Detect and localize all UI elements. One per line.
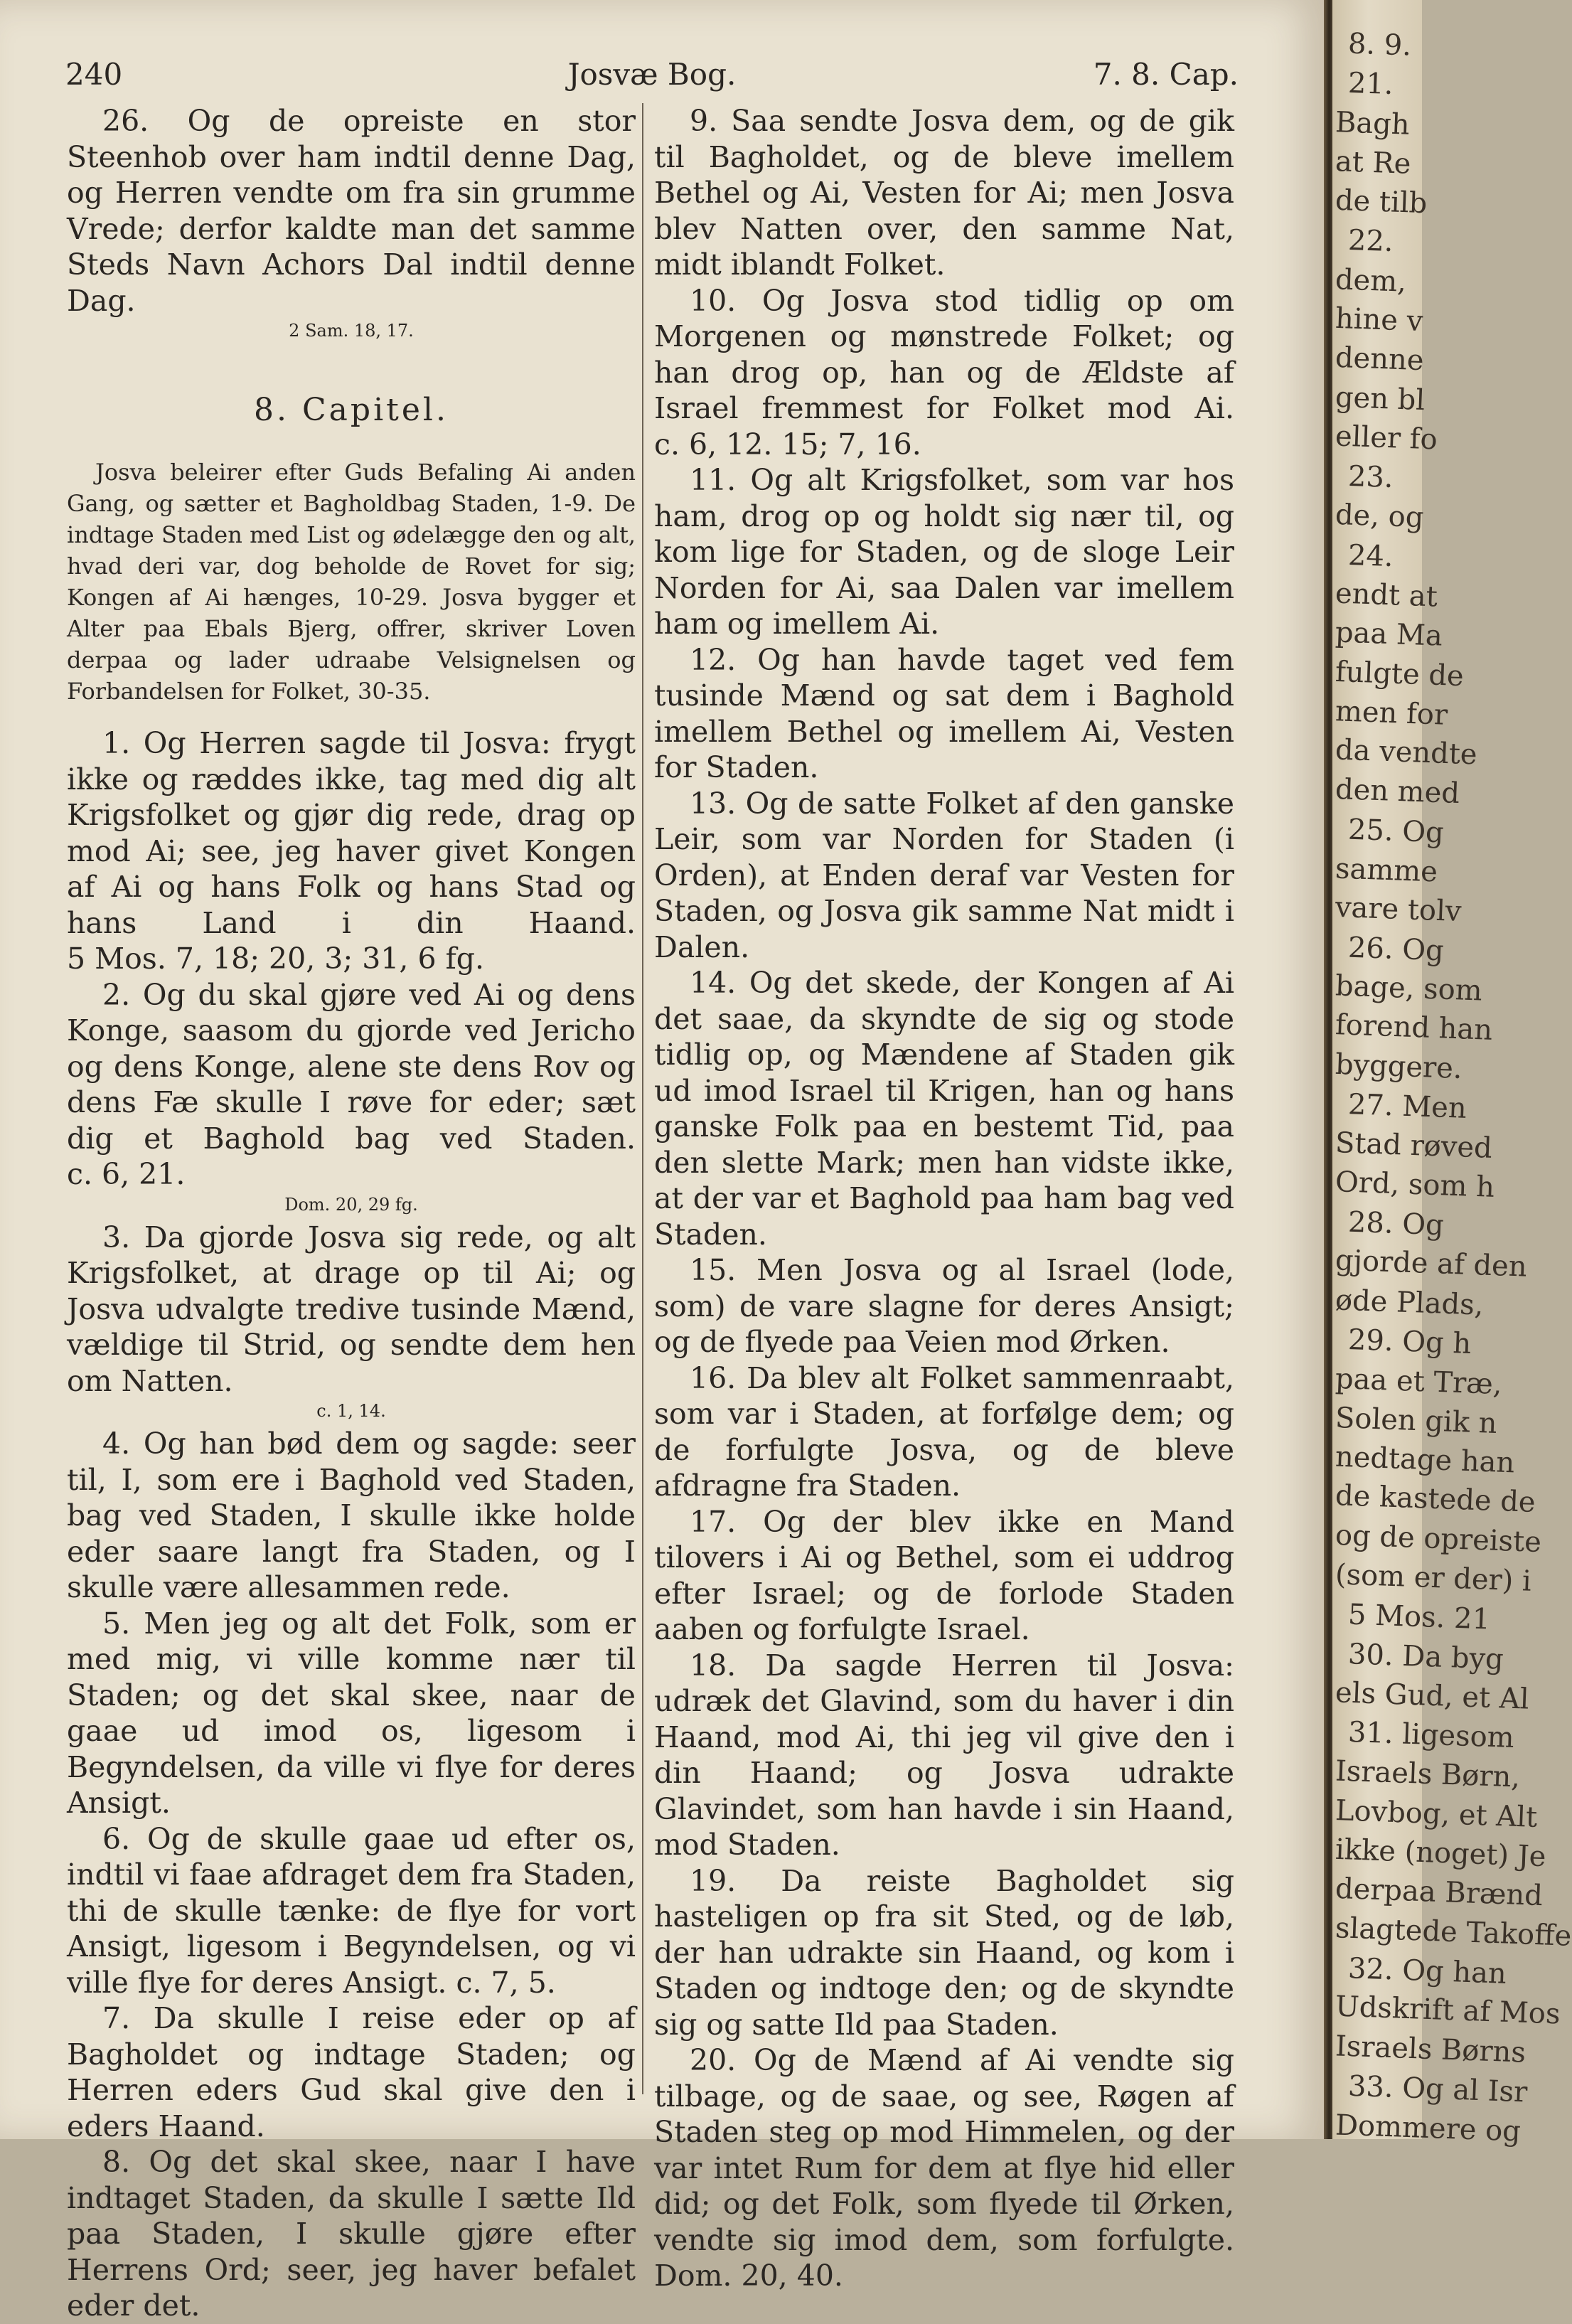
verse-20: 20. Og de Mænd af Ai vendte sig tilbage, og de saae, og see, Røgen af Staden steg op mod Himmelen, og der var intet Rum for dem at flye hid eller did; og det Folk, som flyede til Ørken, vendte sig imod dem, som forfulgte. Dom. 20, 40. — [654, 2043, 1234, 2293]
facing-page-fragment: 27. Men — [1347, 1088, 1467, 1125]
cross-reference: c. 6, 21. — [67, 1157, 186, 1191]
facing-page-fragment: at Re — [1335, 145, 1412, 181]
facing-page-fragment: 8. 9. — [1347, 27, 1412, 63]
facing-page-fragment: 23. — [1347, 459, 1394, 495]
facing-page-fragment: samme — [1335, 852, 1438, 889]
verse-6: 6. Og de skulle gaae ud efter os, indtil vi faae afdraget dem fra Staden, thi de skulle tænke: de flye for vort Ansigt, ligesom i Begyndelsen, og vi ville flye for deres Ansigt. c. 7, 5. — [67, 1821, 636, 2000]
facing-page-fragment: (som er der) i — [1335, 1558, 1532, 1598]
chapter-heading: 8. Capitel. — [254, 392, 449, 428]
facing-page-fragment: øde Plads, — [1335, 1284, 1485, 1322]
facing-page-fragment: den med — [1335, 772, 1460, 811]
verse-14: 14. Og det skede, der Kongen af Ai det saae, da skyndte de sig og stode tidlig op, og Mændene af Staden gik ud imod Israel til Krigen, han og hans ganske Folk paa en bestemt Tid, paa den slette Mark; men han vidste ikke, at der var et Baghold paa ham bag ved Staden. — [654, 966, 1234, 1252]
facing-page-fragment: paa et Træ, — [1335, 1362, 1503, 1402]
facing-page-fragment: Dommere og — [1335, 2109, 1522, 2148]
chapter-range: 7. 8. Cap. — [1093, 57, 1239, 92]
facing-page-fragment: hine v — [1335, 302, 1424, 339]
page-header — [65, 57, 1239, 100]
facing-page-fragment: Ord, som h — [1335, 1166, 1495, 1204]
facing-page-fragment: dem, — [1335, 263, 1407, 299]
verse-16: 16. Da blev alt Folket sammenraabt, som var i Staden, at forfølge dem; og de forfulgte Josva, og de bleve afdragne fra Staden. — [654, 1360, 1234, 1503]
cross-reference: 2 Sam. 18, 17. — [289, 321, 414, 341]
facing-page-fragment: 5 Mos. 21 — [1347, 1598, 1491, 1636]
facing-page-fragment: eller fo — [1335, 420, 1438, 457]
verse-18: 18. Da sagde Herren til Josva: udræk det Glavind, som du haver i din Haand, mod Ai, thi jeg vil give den i din Haand; og Josva udrakte Glavindet, som han havde i sin Haand, mod Staden. — [654, 1648, 1234, 1862]
verse-1: 1. Og Herren sagde til Josva: frygt ikke og ræddes ikke, tag med dig alt Krigsfolket og gjør dig rede, drag op mod Ai; see, jeg haver givet Kongen af Ai og hans Folk og hans Stad og hans Land i din Haand. 5 Mos. 7, 18; 20, 3; 31, 6 fg. — [67, 726, 636, 976]
cross-reference: Dom. 20, 29 fg. — [284, 1194, 418, 1215]
verse-13: 13. Og de satte Folket af den ganske Leir, som var Norden for Staden (i Orden), at Enden deraf var Vesten for Staden, og Josva gik samme Nat midt i Dalen. — [654, 786, 1234, 964]
facing-page-fragment: de tilb — [1335, 183, 1428, 220]
cross-reference: c. 7, 5. — [456, 1965, 556, 2000]
facing-page-fragment: da vendte — [1335, 733, 1478, 772]
facing-page-fragment: Lovbog, et Alt — [1335, 1794, 1538, 1834]
facing-page-fragment: 24. — [1347, 538, 1394, 574]
facing-page-fragment: 21. — [1347, 66, 1394, 102]
facing-page-fragment: 22. — [1347, 223, 1394, 259]
verse-15: 15. Men Josva og al Israel (lode, som) de vare slagne for deres Ansigt; og de flyede paa Veien mod Ørken. — [654, 1253, 1234, 1359]
book-gutter — [1324, 0, 1332, 2139]
facing-page-fragment: Israels Børns — [1335, 2030, 1526, 2069]
facing-page-fragment: ikke (noget) Je — [1335, 1833, 1547, 1874]
cross-reference: c. 1, 14. — [316, 1401, 386, 1421]
facing-page-fragment: Bagh — [1335, 106, 1411, 142]
facing-page-fragment: derpaa Brænd — [1335, 1872, 1544, 1913]
verse-17: 17. Og der blev ikke en Mand tilovers i Ai og Bethel, som ei uddrog efter Israel; og de forlode Staden aaben og forfulgte Israel. — [654, 1504, 1234, 1646]
facing-page-fragment: gjorde af den — [1335, 1244, 1528, 1284]
facing-page-fragment: 26. Og — [1347, 931, 1445, 968]
facing-page-fragment: Israels Børn, — [1335, 1754, 1521, 1794]
facing-page-fragment: og de opreiste — [1335, 1518, 1542, 1560]
verse-7-26: 26. Og de opreiste en stor Steenhob over ham indtil denne Dag, og Herren vendte om fra sin grumme Vrede; derfor kaldte man det samme Steds Navn Achors Dal indtil denne Dag. — [67, 104, 636, 318]
verse-10: 10. Og Josva stod tidlig op om Morgenen og mønstrede Folket; og han drog op, han og de Ældste af Israel fremmest for Folket mod Ai. c. 6, 12. 15; 7, 16. — [654, 283, 1234, 462]
facing-page-fragment: vare tolv — [1335, 890, 1463, 929]
facing-page-fragment: gen bl — [1335, 380, 1426, 417]
facing-page-fragment: byggere. — [1335, 1048, 1463, 1086]
facing-page-fragment: slagtede Takoffe — [1335, 1912, 1572, 1953]
verse-9: 9. Saa sendte Josva dem, og de gik til Bagholdet, og de bleve imellem Bethel og Ai, Vesten for Ai; men Josva blev Natten over, den samme Nat, midt iblandt Folket. — [654, 104, 1234, 282]
facing-page-fragment: 33. Og al Isr — [1347, 2069, 1528, 2109]
facing-page-fragment: nedtage han — [1335, 1440, 1516, 1480]
verse-7: 7. Da skulle I reise eder op af Bagholdet og indtage Staden; og Herren eders Gud skal give den i eders Haand. — [67, 2001, 636, 2143]
facing-page-fragment: els Gud, et Al — [1335, 1676, 1530, 1716]
chapter-summary: Josva beleirer efter Guds Befaling Ai anden Gang, og sætter et Bagholdbag Staden, 1-9. De indtage Staden med List og ødelægge den og alt, hvad deri var, dog beholde de Rovet for sig; Kongen af Ai hænges, 10-29. Josva bygger et Alter paa Ebals Bjerg, offrer, skriver Loven derpaa og lader udraabe Velsignelsen og Forbandelsen for Folket, 30-35. — [67, 459, 636, 705]
facing-page-edge — [1332, 0, 1572, 2148]
verse-8: 8. Og det skal skee, naar I have indtaget Staden, da skulle I sætte Ild paa Staden, I skulle gjøre efter Herrens Ord; seer, jeg haver befalet eder det. — [67, 2145, 636, 2323]
facing-page-fragment: 32. Og han — [1347, 1952, 1507, 1990]
verse-19: 19. Da reiste Bagholdet sig hasteligen op fra sit Sted, og de løb, der han udrakte sin Haand, og kom i Staden og indtoge den; og de skyndte sig og satte Ild paa Staden. — [654, 1863, 1234, 2042]
book-title: Josvæ Bog. — [567, 57, 737, 92]
facing-page-fragment: Udskrift af Mos — [1335, 1990, 1561, 2031]
verse-2: 2. Og du skal gjøre ved Ai og dens Konge, saasom du gjorde ved Jericho og dens Konge, alene ste dens Rov og dens Fæ skulle I røve for eder; sæt dig et Baghold bag ved Staden. c. 6, 21. — [67, 977, 636, 1191]
verse-3: 3. Da gjorde Josva sig rede, og alt Krigsfolket, at drage op til Ai; og Josva udvalgte tredive tusinde Mænd, vældige til Strid, og sendte dem hen om Natten. — [67, 1220, 636, 1398]
facing-page-fragment: de, og — [1335, 498, 1425, 535]
facing-page-fragment: denne — [1335, 341, 1425, 378]
verse-12: 12. Og han havde taget ved fem tusinde Mænd og sat dem i Baghold imellem Bethel og imellem Ai, Vesten for Staden. — [654, 642, 1234, 784]
facing-page-fragment: 31. ligesom — [1347, 1715, 1515, 1755]
cross-reference: Dom. 20, 40. — [654, 2259, 843, 2293]
facing-page-fragment: de kastede de — [1335, 1479, 1536, 1519]
verse-11: 11. Og alt Krigsfolket, som var hos ham, drog op og holdt sig nær til, og kom lige for Staden, og de sloge Leir Norden for Ai, saa Dalen var imellem ham og imellem Ai. — [654, 463, 1234, 641]
verse-4: 4. Og han bød dem og sagde: seer til, I, som ere i Baghold ved Staden, bag ved Staden, I skulle ikke holde eder saare langt fra Staden, og I skulle være allesammen rede. — [67, 1427, 636, 1604]
facing-page-fragment: forend han — [1335, 1008, 1493, 1047]
facing-page-fragment: 28. Og — [1347, 1205, 1445, 1242]
right-column — [654, 103, 1234, 2294]
cross-reference: c. 6, 12. 15; 7, 16. — [654, 427, 921, 462]
facing-page-fragment: bage, som — [1335, 969, 1483, 1008]
facing-page-fragment: 29. Og h — [1347, 1323, 1472, 1361]
facing-page-fragment: men for — [1335, 695, 1448, 732]
verse-5: 5. Men jeg og alt det Folk, som er med mig, vi ville komme nær til Staden; og det skal skee, naar de gaae ud imod os, ligesom i Begyndelsen, da ville vi flye for deres Ansigt. — [67, 1606, 636, 1820]
facing-page-fragment: 25. Og — [1347, 813, 1445, 850]
facing-page-fragment: endt at — [1335, 577, 1438, 614]
facing-page-fragment: 30. Da byg — [1347, 1638, 1504, 1676]
facing-page-fragment: Stad røved — [1335, 1126, 1493, 1165]
left-column — [67, 103, 636, 2324]
facing-page-fragment: paa Ma — [1335, 616, 1443, 653]
cross-reference: 5 Mos. 7, 18; 20, 3; 31, 6 fg. — [67, 942, 485, 976]
page-number: 240 — [65, 57, 123, 92]
facing-page-fragment: Solen gik n — [1335, 1402, 1498, 1440]
column-divider — [642, 103, 643, 2094]
facing-page-fragment: fulgte de — [1335, 655, 1465, 693]
